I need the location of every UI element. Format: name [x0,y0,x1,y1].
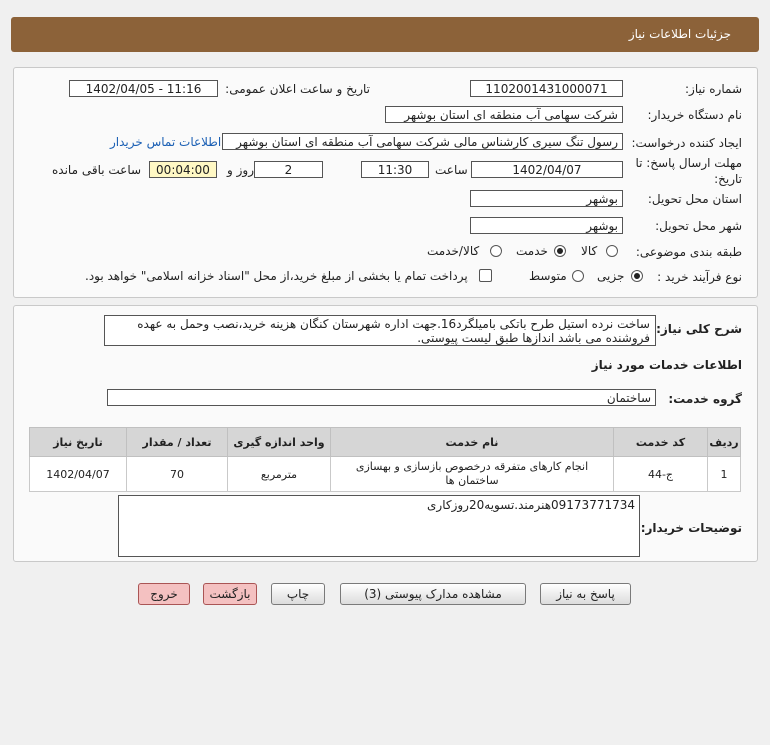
table-row [30,457,741,492]
deadline-time-label: ساعت [435,163,468,177]
deadline-label: مهلت ارسال پاسخ: تا [635,156,742,170]
col-unit: واحد اندازه گیری [228,428,331,457]
col-service-name: نام خدمت [331,428,614,457]
category-option-goods-service: کالا/خدمت [427,244,480,258]
deadline-date-field: 1402/04/07 [471,161,623,178]
service-group-field: ساختمان [107,389,656,406]
province-field: بوشهر [470,190,623,207]
cell-need-date: 1402/04/07 [30,457,127,492]
announce-datetime-field: 1402/04/05 - 11:16 [69,80,218,97]
category-option-goods: کالا [581,244,598,258]
city-field: بوشهر [470,217,623,234]
category-radio-goods[interactable] [606,245,618,257]
cell-unit: مترمربع [228,457,331,492]
treasury-payment-checkbox[interactable] [479,269,492,282]
table-header-row [30,428,741,457]
services-table [29,427,741,492]
buyer-notes-text: 09173771734هنرمند.تسویه20روزکاری [118,495,640,557]
process-type-label: نوع فرآیند خرید : [657,270,742,284]
treasury-payment-note: پرداخت تمام یا بخشی از مبلغ خرید،از محل "اسناد خزانه اسلامی" خواهد بود. [85,269,468,283]
process-radio-minor[interactable] [631,270,643,282]
creator-field: رسول تنگ سیری کارشناس مالی شرکت سهامی آب منطقه ای استان بوشهر [222,133,623,150]
buyer-org-label: نام دستگاه خریدار: [647,108,742,122]
category-option-service: خدمت [516,244,548,258]
page-title: جزئیات اطلاعات نیاز [628,27,731,41]
col-service-code: کد خدمت [614,428,708,457]
view-attachments-button[interactable]: مشاهده مدارک پیوستی (3) [340,583,526,605]
description-label: شرح کلی نیاز: [656,322,742,336]
province-label: استان محل تحویل: [647,192,742,206]
cell-row: 1 [708,457,741,492]
cell-service-name: انجام کارهای متفرقه درخصوص بازسازی و بهسازی ساختمان ها [331,457,614,492]
category-radio-service[interactable] [554,245,566,257]
process-option-medium: متوسط [529,269,567,283]
time-remaining-field: 00:04:00 [149,161,217,178]
print-button[interactable]: چاپ [271,583,325,605]
creator-label: ایجاد کننده درخواست: [631,136,742,150]
buyer-notes-label: توضیحات خریدار: [640,521,742,535]
cell-quantity: 70 [127,457,228,492]
need-info-panel [13,67,758,298]
description-text: ساخت نرده استیل طرح باتکی بامیلگرد16.جهت اداره شهرستان کنگان هزینه خرید،نصب وحمل به عهده فروشنده می باشد اندازها طبق لیست پیوستی. [104,315,656,346]
exit-button[interactable]: خروج [138,583,190,605]
service-group-label: گروه خدمت: [668,392,742,406]
days-label: روز و [227,163,254,177]
cell-service-code: ج-44 [614,457,708,492]
buyer-contact-link[interactable]: اطلاعات تماس خریدار [110,135,222,149]
col-need-date: تاریخ نیاز [30,428,127,457]
days-remaining-field: 2 [254,161,323,178]
time-remaining-label: ساعت باقی مانده [52,163,142,177]
deadline-date-label: تاریخ: [714,172,742,186]
col-row: ردیف [708,428,741,457]
deadline-time-field: 11:30 [361,161,429,178]
reply-button[interactable]: پاسخ به نیاز [540,583,631,605]
process-option-minor: جزیی [597,269,625,283]
category-radio-goods-service[interactable] [490,245,502,257]
back-button[interactable]: بازگشت [203,583,257,605]
city-label: شهر محل تحویل: [655,219,742,233]
need-number-label: شماره نیاز: [685,82,742,96]
page-header [11,17,759,52]
process-radio-medium[interactable] [572,270,584,282]
services-section-title: اطلاعات خدمات مورد نیاز [591,358,742,372]
category-label: طبقه بندی موضوعی: [635,245,742,259]
buyer-org-field: شرکت سهامی آب منطقه ای استان بوشهر [385,106,623,123]
col-quantity: تعداد / مقدار [127,428,228,457]
need-number-field: 1102001431000071 [470,80,623,97]
announce-datetime-label: تاریخ و ساعت اعلان عمومی: [225,82,370,96]
